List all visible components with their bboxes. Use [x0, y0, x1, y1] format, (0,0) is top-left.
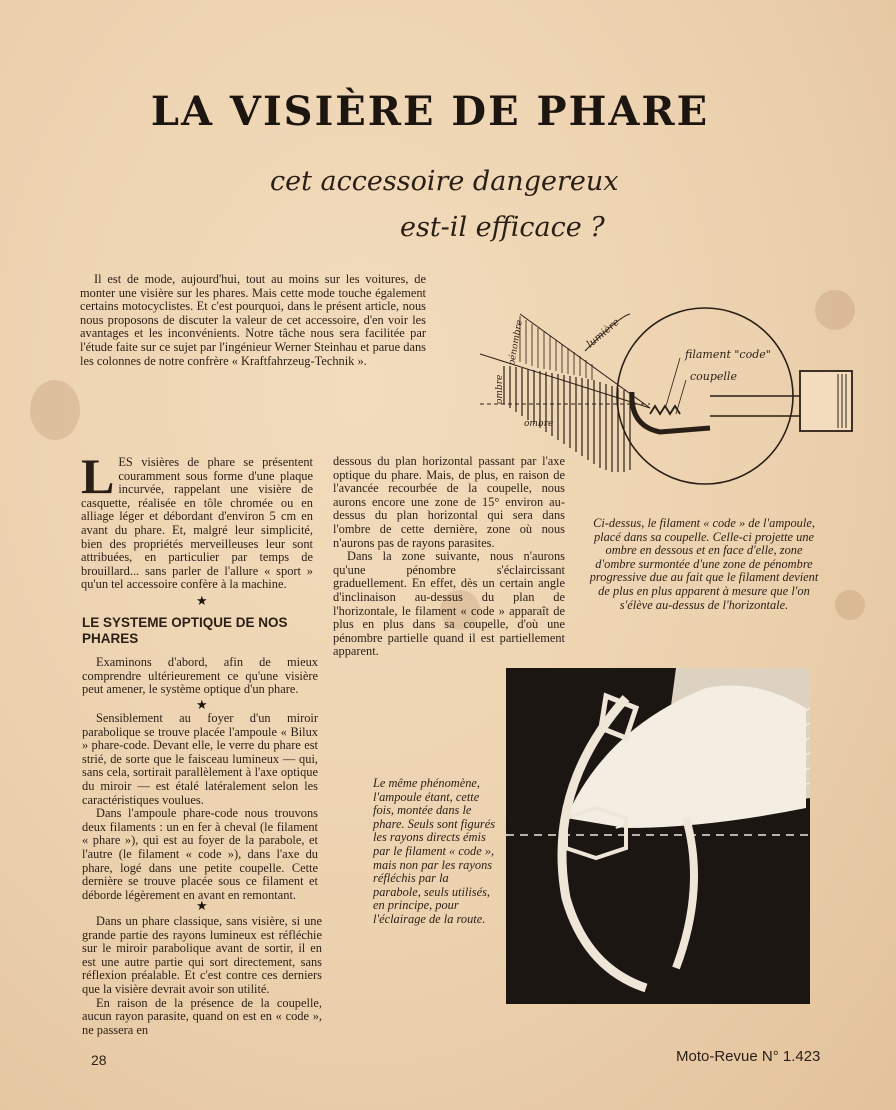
paragraph-visieres	[81, 448, 313, 592]
paragraph-examinons-text: Examinons d'abord, afin de mieux comprendre ultérieurement ce qu'une visière peut amener, le système optique d'un phare.	[82, 655, 318, 697]
code-filament	[650, 406, 680, 414]
paragraph-visieres-text: ES visières de phare se présentent couramment sous forme d'une plaque incurvée, rappelant une visière de casquette, réalisée en tôle chromée ou en alliage léger et débordant d'environ 5 cm en avant du phare. Et, malgré leur simplicité, bien des propriétés merveilleuses leur sont attribuées, en particulier par temps de brouillard... sans parler de l'allure « sport » qu'un tel accessoire confère à la machine.	[81, 455, 313, 592]
intro-text: Il est de mode, aujourd'hui, tout au moins sur les voitures, de monter une visière sur les phares. Mais cette mode touche également certains motocyclistes. Et c'est pourquoi, dans le présent article, nous nous proposons de discuter la valeur de cet accessoire, d'en voir les avantages et les inconvénients. Notre tâche nous sera facilitée par l'étude faite sur ce sujet par l'ingénieur Werner Steinhau et parue dans les colonnes de notre confrère « Kraftfahrzeug-Technik ».	[80, 272, 426, 368]
intro-paragraph	[80, 273, 426, 368]
article-subtitle-line-2: est-il efficace ?	[400, 212, 605, 243]
label-filament-code: filament "code"	[685, 348, 771, 361]
separator-star: ★	[196, 698, 208, 713]
paragraph-examinons	[82, 656, 318, 697]
article-subtitle-line-1: cet accessoire dangereux	[270, 166, 619, 197]
label-coupelle: coupelle	[690, 370, 737, 383]
leader-line	[676, 380, 686, 414]
filament-diagram	[480, 296, 860, 506]
separator-star: ★	[196, 899, 208, 914]
paragraph-ampoule: Dans l'ampoule phare-code nous trouvons deux filaments : un en fer à cheval (le filament « phare »), qui est au foyer de la parabole, et l'autre (le filament « code »), dans l'axe du phare, logé dans une petite coupelle. Cette dernière se trouve placée sous ce filament et déborde légèrement en avant en remontant.	[82, 806, 318, 902]
stain	[30, 380, 80, 440]
paragraph-phare-classique: Dans un phare classique, sans visière, si une grande partie des rayons lumineux est réfléchie sur le miroir parabolique avant de sortir, il en est une autre partie qui sort directement, sans réflexion préalable. Et c'est contre ces derniers que la visière devrait avoir son utilité.	[82, 914, 322, 996]
leader-line	[666, 358, 680, 406]
section-heading: LE SYSTEME OPTIQUE DE NOS PHARES	[82, 615, 288, 646]
paragraphs-optique	[82, 712, 318, 902]
page-number: 28	[91, 1052, 107, 1068]
headlamp-photo	[506, 668, 810, 1004]
label-penombre: pénombre	[507, 319, 525, 367]
paragraph-coupelle: En raison de la présence de la coupelle, aucun rayon parasite, quand on est en « code », ne passera en	[82, 995, 322, 1037]
paragraph-sensiblement: Sensiblement au foyer d'un miroir parabolique se trouve placée l'ampoule « Bilux » phare-code. Devant elle, le verre du phare est strié, de sorte que le faisceau lumineux — qui, sans cela, sortirait parallèlement à l'axe optique du miroir — est étalé latéralement selon les caractéristiques voulues.	[82, 711, 318, 807]
publication-issue: Moto-Revue N° 1.423	[676, 1048, 821, 1065]
drop-cap: L	[81, 448, 115, 504]
bulb-socket	[800, 371, 852, 431]
separator-star: ★	[196, 594, 208, 609]
paragraphs-phare-classique	[82, 915, 322, 1037]
label-ombre-left: ombre	[495, 374, 505, 404]
label-ombre-bottom: ombre	[524, 419, 554, 429]
paragraph-dessous: dessous du plan horizontal passant par l'axe optique du phare. Mais, de plus, en raison de l'avancée recourbée de la coupelle, nous aurons encore une zone de 15° environ au-dessus du plan horizontal qui sera dans l'ombre de cette dernière, zone où nous n'aurons pas de rayons parasites.	[333, 454, 565, 550]
paragraph-zone-suivante: Dans la zone suivante, nous n'aurons qu'une pénombre s'éclaircissant graduellement. En effet, dès un certain angle d'inclinaison au-dessus du plan de l'horizontale, le filament « code » apparaît de plus en plus dans sa coupelle, d'où une pénombre partielle quand il est partiellement apparent.	[333, 549, 565, 659]
label-lumiere: lumière	[584, 316, 622, 351]
article-title: LA VISIÈRE DE PHARE	[150, 88, 710, 135]
stain	[835, 590, 865, 620]
photo-caption: Le même phénomène, l'ampoule étant, cette fois, montée dans le phare. Seuls sont figurés les rayons directs émis par le filament « code », mais non par les rayons réfléchis par la parabole, seuls utilisés, en principe, pour l'éclairage de la route.	[373, 776, 496, 926]
diagram-caption: Ci-dessus, le filament « code » de l'ampoule, placé dans sa coupelle. Celle-ci projette une ombre en dessous et en face d'elle, zone d'ombre surmontée d'une zone de pénombre progressive due au fait que le filament devient de plus en plus apparent à mesure que l'on s'élève au-dessus de l'horizontale.	[589, 516, 819, 612]
